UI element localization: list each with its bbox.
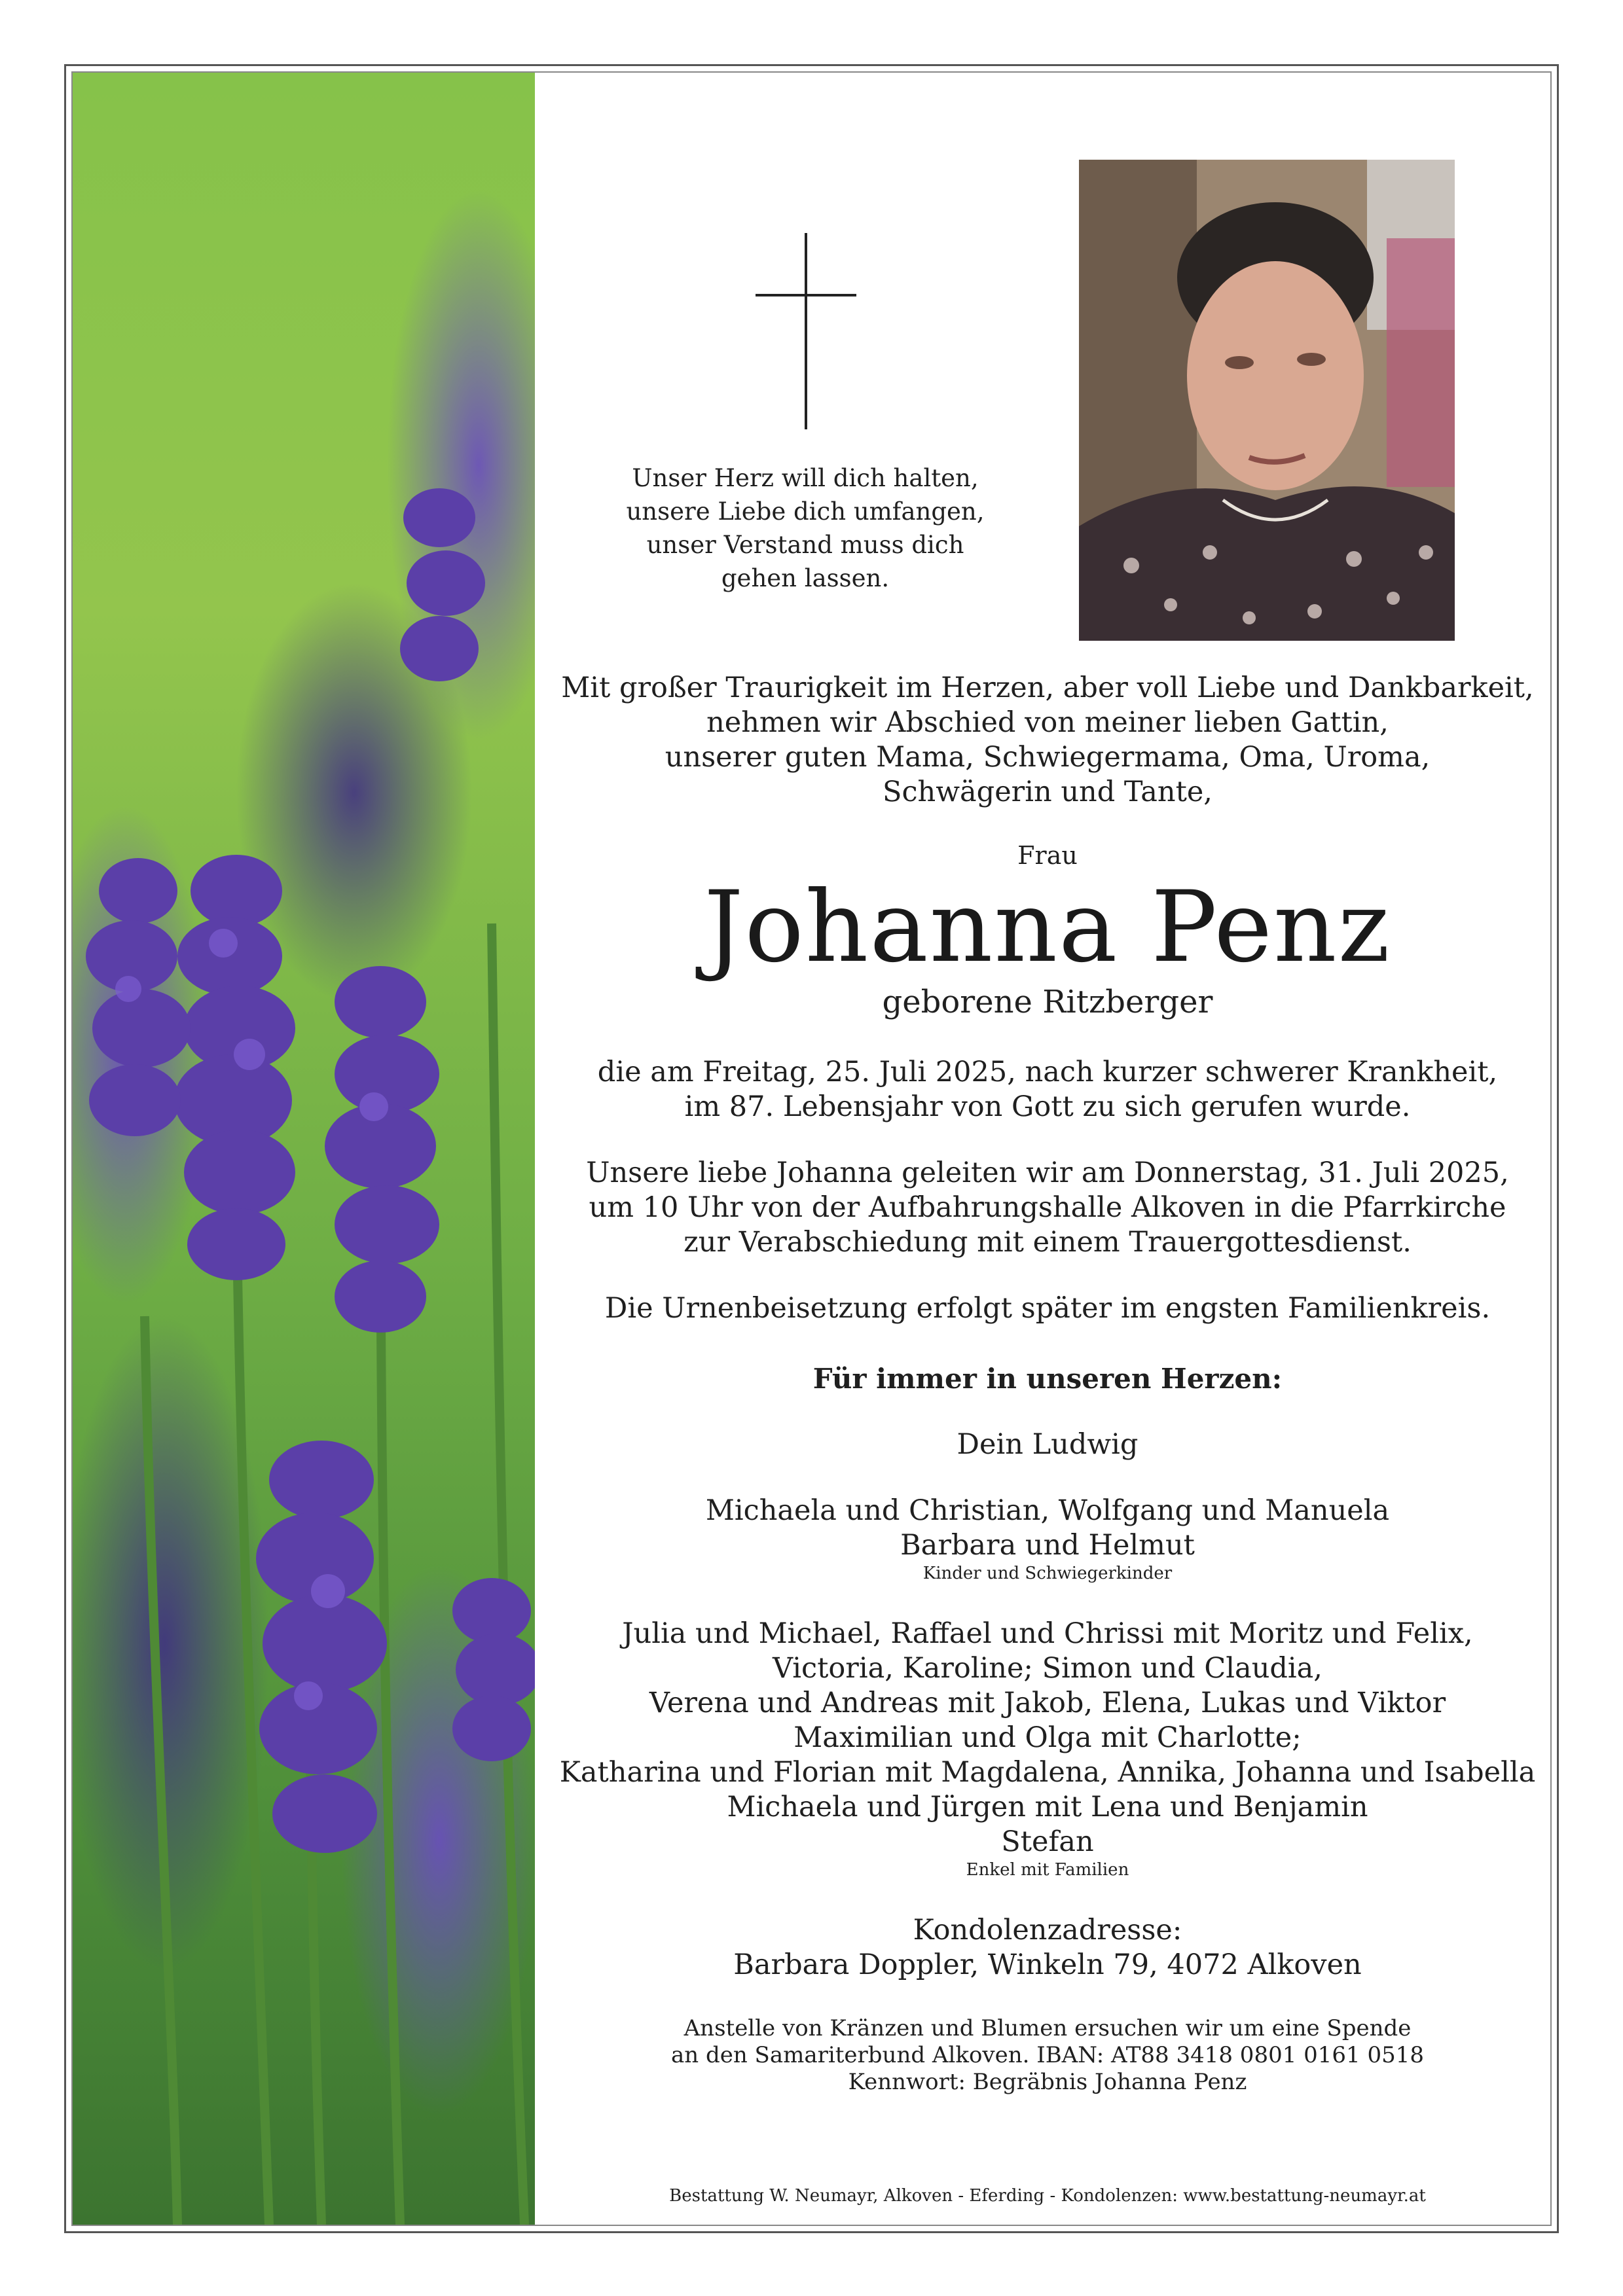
grandchildren-caption: Enkel mit Familien [966, 1860, 1129, 1880]
spouse: Dein Ludwig [957, 1428, 1139, 1461]
intro-line: Schwägerin und Tante, [883, 776, 1213, 808]
grandchildren-line: Maximilian und Olga mit Charlotte; [793, 1721, 1302, 1754]
cross-icon [756, 233, 856, 429]
verse-line: unsere Liebe dich umfangen, [626, 497, 985, 526]
grandchildren-line: Katharina und Florian mit Magdalena, Annika, Johanna und Isabella [559, 1756, 1536, 1789]
funeral-line: um 10 Uhr von der Aufbahrungshalle Alkoven in die Pfarrkirche [589, 1191, 1506, 1224]
verse-line: gehen lassen. [721, 564, 890, 592]
portrait-photo [1079, 160, 1455, 641]
lavender-image [73, 73, 535, 2225]
grandchildren-line: Stefan [1001, 1825, 1094, 1858]
deceased-name: Johanna Penz [704, 870, 1391, 984]
verse-line: Unser Herz will dich halten, [632, 464, 979, 492]
intro [550, 671, 1545, 810]
grandchildren-line: Julia und Michael, Raffael und Chrissi mit Moritz und Felix, [622, 1617, 1473, 1650]
death-notice-line: die am Freitag, 25. Juli 2025, nach kurzer schwerer Krankheit, [597, 1056, 1498, 1088]
intro-line: nehmen wir Abschied von meiner lieben Gattin, [706, 706, 1389, 739]
death-notice-line: im 87. Lebensjahr von Gott zu sich gerufen wurde. [684, 1090, 1411, 1123]
verse [576, 461, 1034, 595]
footer: Bestattung W. Neumayr, Alkoven - Eferding - Kondolenzen: www.bestattung-neumayr.at [669, 2186, 1426, 2206]
grandchildren-line: Michaela und Jürgen mit Lena und Benjamin [727, 1791, 1368, 1823]
grandchildren-line: Victoria, Karoline; Simon und Claudia, [773, 1652, 1322, 1685]
main-text [550, 671, 1545, 2096]
intro-line: unserer guten Mama, Schwiegermama, Oma, Uroma, [665, 741, 1431, 774]
donation-line: an den Samariterbund Alkoven. IBAN: AT88 3418 0801 0161 0518 [670, 2042, 1425, 2068]
death-notice [550, 1055, 1545, 1124]
funeral-line: Unsere liebe Johanna geleiten wir am Donnerstag, 31. Juli 2025, [586, 1157, 1509, 1189]
verse-line: unser Verstand muss dich [646, 531, 964, 559]
condolence-address-line: Barbara Doppler, Winkeln 79, 4072 Alkoven [733, 1948, 1362, 1981]
children-group [550, 1494, 1545, 1584]
donation-line: Anstelle von Kränzen und Blumen ersuchen wir um eine Spende [684, 2015, 1412, 2041]
children-line: Michaela und Christian, Wolfgang und Manuela [705, 1494, 1390, 1527]
grandchildren-line: Verena und Andreas mit Jakob, Elena, Lukas und Viktor [649, 1687, 1446, 1719]
birth-name: geborene Ritzberger [882, 984, 1213, 1020]
funeral-line: zur Verabschiedung mit einem Trauergottesdienst. [684, 1226, 1412, 1259]
urn-notice: Die Urnenbeisetzung erfolgt später im engsten Familienkreis. [604, 1292, 1491, 1325]
intro-line: Mit großer Traurigkeit im Herzen, aber voll Liebe und Dankbarkeit, [561, 672, 1534, 704]
condolence-address [550, 1913, 1545, 1982]
grandchildren-group [550, 1617, 1545, 1880]
children-caption: Kinder und Schwiegerkinder [922, 1564, 1173, 1583]
funeral-info [550, 1156, 1545, 1260]
donation-note [550, 2015, 1545, 2096]
condolence-label: Kondolenzadresse: [913, 1914, 1182, 1946]
children-line: Barbara und Helmut [900, 1529, 1195, 1562]
donation-line: Kennwort: Begräbnis Johanna Penz [848, 2069, 1247, 2095]
salutation: Frau [1017, 841, 1078, 870]
mourners-heading: Für immer in unseren Herzen: [812, 1363, 1283, 1395]
